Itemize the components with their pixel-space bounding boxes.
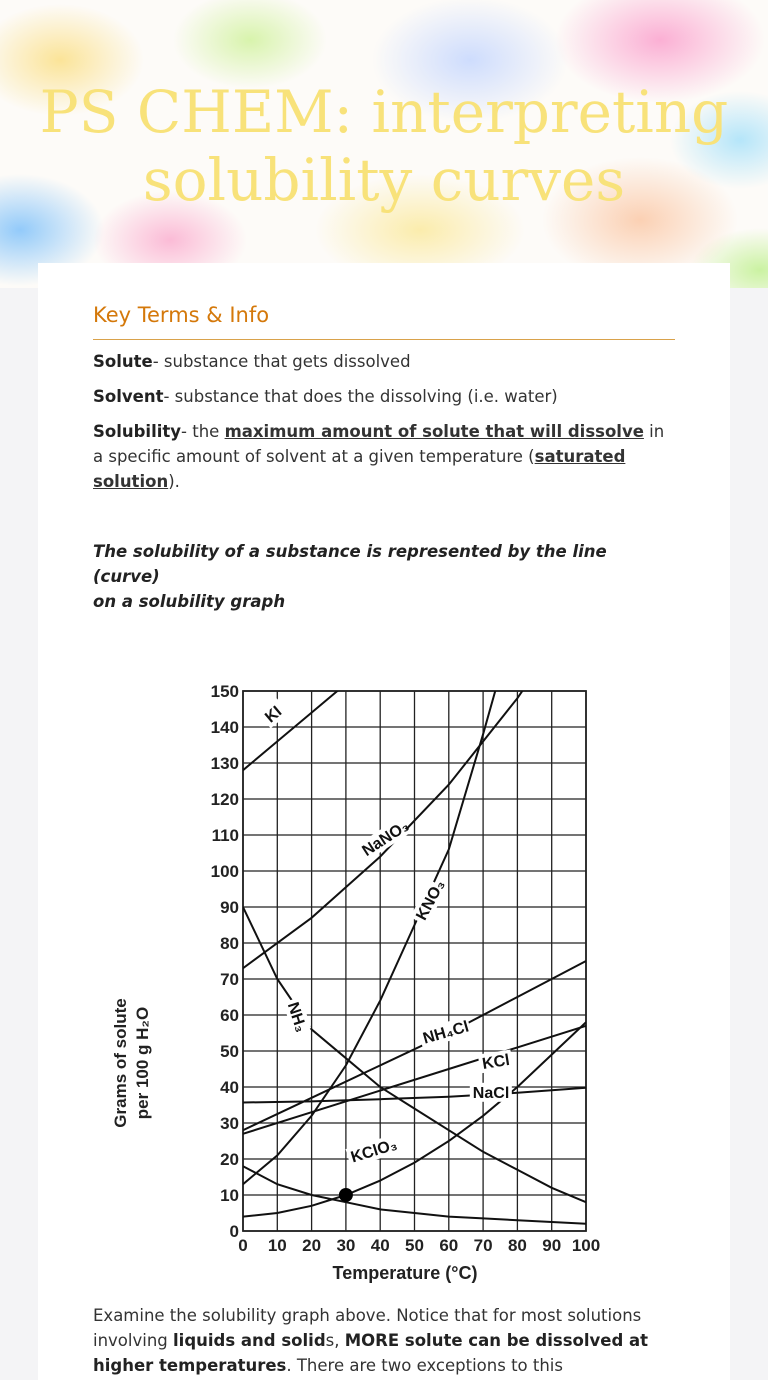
curve-label-text: KClO₃ [348,1136,400,1167]
y-tick-label: 120 [210,790,239,809]
term-definition-part: - the [181,422,225,441]
content-card [38,263,730,1380]
emphasis-text: saturated solution [93,447,626,491]
term-solvent [93,384,675,409]
term-name: Solubility [93,422,182,441]
x-tick-label: 80 [507,1236,527,1255]
curve-label [259,698,290,728]
term-definition-part: in a specific amount of solvent at a given temperature ( [93,422,665,466]
x-tick-label: 70 [473,1236,493,1255]
header-banner [0,0,768,288]
y-tick-label: 20 [220,1150,239,1169]
x-tick-label: 60 [439,1236,459,1255]
y-tick-label: 60 [220,1006,239,1025]
x-tick-label: 50 [405,1236,424,1255]
y-axis-label-line1: Grams of solute [111,998,130,1128]
curve-label [356,816,412,862]
chart-ticks [211,682,601,1255]
after-chart-text [93,1303,675,1378]
y-tick-label: 130 [210,754,239,773]
curve-label-text: NaNO₃ [359,817,413,860]
x-tick-label: 90 [542,1236,562,1255]
x-axis-label: Temperature (°C) [332,1263,478,1283]
term-solubility [93,419,675,494]
series-line [243,663,552,968]
curve-label [410,876,448,925]
y-tick-label: 70 [220,970,239,989]
curve-label-text: NaCl [472,1084,510,1102]
body-text: Examine the solubility graph above. Notice that for most solutions involving [93,1306,642,1350]
bold-text: MORE solute can be dissolved at higher temperatures [93,1331,649,1375]
curve-label-text: KCl [481,1051,511,1073]
term-definition: - substance that does the dissolving (i.e. water) [163,387,558,406]
term-definition-part: ). [168,472,180,491]
page-title-line2: solubility curves [142,146,626,214]
chart-curve-labels [259,698,514,1167]
y-tick-label: 50 [220,1042,239,1061]
solubility-chart [100,663,680,1303]
page-title-line1: PS CHEM: interpreting [39,78,729,146]
section-title: Key Terms & Info [93,303,270,327]
note-text [93,539,675,614]
y-tick-label: 90 [220,898,239,917]
y-tick-label: 140 [210,718,239,737]
x-tick-label: 40 [370,1236,390,1255]
x-tick-label: 10 [267,1236,287,1255]
y-tick-label: 150 [210,682,239,701]
x-tick-label: 100 [571,1236,601,1255]
x-tick-label: 0 [238,1236,248,1255]
y-tick-label: 40 [220,1078,239,1097]
bold-text: liquids and solid [173,1331,326,1350]
section-divider [93,339,675,340]
x-tick-label: 30 [336,1236,356,1255]
y-tick-label: 80 [220,934,239,953]
curve-label [283,997,311,1035]
curve-label [418,1016,472,1048]
y-tick-label: 110 [211,826,239,845]
page-title [0,78,768,214]
note-line2: on a solubility graph [93,592,286,611]
term-solute [93,349,675,374]
curve-label-text: KI [262,703,286,727]
term-definition: - substance that gets dissolved [152,352,411,371]
y-axis-label-line2: per 100 g H₂O [133,1006,152,1120]
series-line [243,673,500,1184]
body-text: s, [325,1331,345,1350]
y-tick-label: 0 [229,1222,239,1241]
body-text: . There are two exceptions to this [286,1356,563,1375]
emphasis-text: maximum amount of solute that will dissolve [224,422,644,441]
x-tick-label: 20 [302,1236,322,1255]
curve-label-text: NH₄Cl [421,1018,471,1048]
annotation-point [339,1188,353,1202]
y-tick-label: 10 [220,1186,239,1205]
chart-grid [243,691,586,1231]
curve-label [470,1083,512,1102]
curve-label [346,1134,400,1167]
curve-label-text: NH₃ [283,1000,310,1035]
curve-label-text: KNO₃ [413,877,449,924]
note-line1: The solubility of a substance is represented by the line (curve) [93,542,607,586]
y-tick-label: 30 [220,1114,239,1133]
term-name: Solute [93,352,153,371]
term-name: Solvent [93,387,164,406]
y-tick-label: 100 [210,862,239,881]
